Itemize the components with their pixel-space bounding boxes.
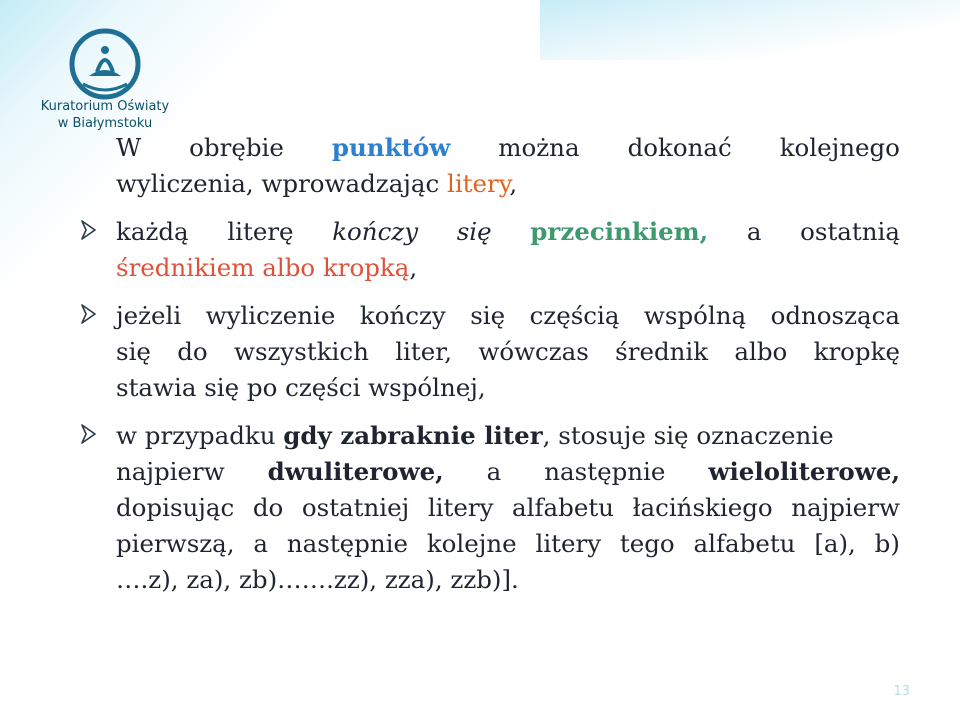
paragraph-intro	[80, 130, 900, 202]
word: średnik	[615, 337, 709, 366]
word: kończy	[359, 301, 446, 330]
kuratorium-logo	[35, 26, 175, 141]
logo-line-2: w Białymstoku	[57, 116, 153, 131]
bullet-item-3-line-5: ….z), za), zb)…….zz), zza), zzb)].	[116, 565, 519, 594]
bullet-item-2-line-3: stawia się po części wspólnej,	[116, 373, 486, 402]
page-number: 13	[893, 684, 910, 699]
ship-wheel-emblem-icon	[67, 26, 143, 102]
word: wówczas	[478, 337, 589, 366]
word: do	[177, 337, 208, 366]
word: literę	[227, 217, 294, 246]
word: alfabetu	[512, 493, 614, 522]
word: do	[252, 493, 284, 522]
bullet-item-3	[80, 418, 900, 598]
word: litery	[427, 493, 494, 522]
word: kolejne	[426, 529, 517, 558]
arrow-bullet-icon	[80, 304, 97, 324]
bullet-item-3-line-1	[116, 418, 900, 454]
highlight-dwuliterowe: dwuliterowe,	[267, 457, 444, 486]
word: następnie	[544, 457, 666, 486]
word: a	[253, 529, 269, 558]
word: wyliczenie	[205, 301, 336, 330]
word: pierwszą,	[116, 529, 235, 558]
word: liter,	[395, 337, 453, 366]
word: następnie	[286, 529, 408, 558]
word-italic: się	[456, 217, 492, 246]
logo-caption	[35, 98, 175, 132]
bullet-item-3-line-2	[116, 454, 900, 490]
word: alfabetu	[693, 529, 796, 558]
word: najpierw	[791, 493, 900, 522]
bullet-item-3-line-3	[116, 490, 900, 526]
word: częścią	[529, 301, 620, 330]
highlight-srednikiem: średnikiem albo kropką	[116, 253, 410, 282]
word: litery	[535, 529, 602, 558]
word: odnosząca	[770, 301, 900, 330]
word: wspólną	[643, 301, 747, 330]
word: najpierw	[116, 457, 225, 486]
word: każdą	[116, 217, 189, 246]
bullet-item-2-line-2	[116, 334, 900, 370]
text-run: , stosuje się oznaczenie	[542, 421, 834, 450]
word: W	[116, 133, 142, 162]
bullet-item-1-line-1	[116, 214, 900, 250]
arrow-bullet-icon	[80, 220, 97, 240]
word: kolejnego	[779, 133, 900, 162]
paragraph-intro-line-1	[116, 130, 900, 166]
word: ostatnią	[800, 217, 900, 246]
paragraph-intro-line-2	[116, 166, 900, 202]
word: można	[498, 133, 580, 162]
bullet-item-2-line-1	[116, 298, 900, 334]
word: jeżeli	[116, 301, 182, 330]
text-run: ,	[409, 253, 418, 282]
highlight-punktow: punktów	[331, 133, 451, 162]
word: się	[116, 337, 151, 366]
highlight-wieloliterowe: wieloliterowe,	[708, 457, 900, 486]
text-run: ,	[509, 169, 518, 198]
slide-body	[80, 130, 900, 598]
word: a	[746, 217, 762, 246]
bullet-item-1-line-2	[116, 250, 900, 286]
highlight-przecinkiem: przecinkiem,	[530, 217, 709, 246]
word: a	[486, 457, 502, 486]
word-italic: kończy	[332, 217, 419, 246]
word: obrębie	[189, 133, 284, 162]
decorative-header-swoosh	[540, 0, 960, 60]
word: b)	[874, 529, 900, 558]
text-run: w przypadku	[116, 421, 284, 450]
bullet-item-1	[80, 214, 900, 286]
word: dokonać	[627, 133, 732, 162]
word: [a),	[814, 529, 856, 558]
word: łacińskiego	[632, 493, 773, 522]
word: kropkę	[813, 337, 900, 366]
highlight-litery: litery	[447, 169, 510, 198]
text-run: wyliczenia, wprowadzając	[116, 169, 448, 198]
bullet-item-3-line-4	[116, 526, 900, 562]
word: wszystkich	[233, 337, 369, 366]
word: albo	[734, 337, 788, 366]
word: ostatniej	[301, 493, 410, 522]
word: tego	[619, 529, 675, 558]
logo-line-1: Kuratorium Oświaty	[40, 99, 170, 114]
arrow-bullet-icon	[80, 424, 97, 444]
bullet-item-2	[80, 298, 900, 406]
word: się	[470, 301, 506, 330]
highlight-gdy-zabraknie-liter: gdy zabraknie liter	[283, 421, 543, 450]
word: dopisując	[116, 493, 235, 522]
